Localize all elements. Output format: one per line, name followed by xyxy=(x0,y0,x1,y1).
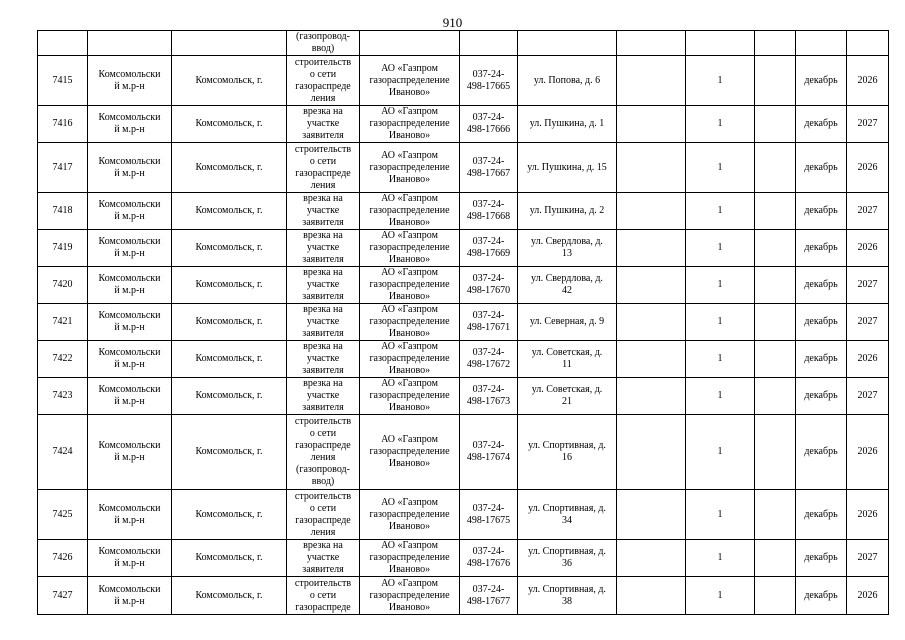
cell-count: 1 xyxy=(686,341,755,378)
table-row xyxy=(38,193,889,230)
cell-work-type: врезка на участке заявителя xyxy=(287,193,360,230)
cell-work-type: врезка на участке заявителя xyxy=(287,540,360,577)
cell-city: Комсомольск, г. xyxy=(172,304,287,341)
cell-organization: АО «Газпром газораспределение Иваново» xyxy=(360,415,460,490)
cell-empty xyxy=(617,415,686,490)
cell-address: ул. Спортивная, д. 36 xyxy=(518,540,617,577)
cell-month: декабрь xyxy=(796,378,847,415)
cell-number: 7423 xyxy=(38,378,88,415)
cell-count: 1 xyxy=(686,490,755,540)
cell-district: Комсомольски й м.р-н xyxy=(88,106,172,143)
cell-organization: АО «Газпром газораспределение Иваново» xyxy=(360,540,460,577)
cell-empty xyxy=(755,341,796,378)
cell-year: 2026 xyxy=(847,230,889,267)
cell-work-type: строительств о сети газораспреде ления (газопровод- ввод) xyxy=(287,415,360,490)
cell-city: Комсомольск, г. xyxy=(172,341,287,378)
cell-work-type: врезка на участке заявителя xyxy=(287,230,360,267)
cell-code: 037-24- 498-17677 xyxy=(460,577,518,615)
cell-empty xyxy=(617,490,686,540)
cell-district: Комсомольски й м.р-н xyxy=(88,577,172,615)
cell-empty xyxy=(617,577,686,615)
cell-count: 1 xyxy=(686,143,755,193)
cell-empty xyxy=(617,378,686,415)
cell-empty xyxy=(755,31,796,56)
cell-empty xyxy=(755,143,796,193)
cell-month: декабрь xyxy=(796,577,847,615)
cell-district: Комсомольски й м.р-н xyxy=(88,304,172,341)
cell-city: Комсомольск, г. xyxy=(172,193,287,230)
cell-empty xyxy=(617,540,686,577)
cell-count: 1 xyxy=(686,193,755,230)
cell-code: 037-24- 498-17671 xyxy=(460,304,518,341)
cell-count: 1 xyxy=(686,415,755,490)
table-row xyxy=(38,490,889,540)
cell-code: 037-24- 498-17669 xyxy=(460,230,518,267)
cell-address xyxy=(518,31,617,56)
cell-empty xyxy=(617,106,686,143)
cell-year: 2026 xyxy=(847,143,889,193)
cell-empty xyxy=(617,31,686,56)
cell-month: декабрь xyxy=(796,341,847,378)
gasification-registry-table xyxy=(37,30,889,615)
cell-count: 1 xyxy=(686,304,755,341)
cell-number: 7424 xyxy=(38,415,88,490)
cell-district: Комсомольски й м.р-н xyxy=(88,143,172,193)
cell-empty xyxy=(755,304,796,341)
cell-address: ул. Пушкина, д. 2 xyxy=(518,193,617,230)
cell-district: Комсомольски й м.р-н xyxy=(88,230,172,267)
cell-city: Комсомольск, г. xyxy=(172,143,287,193)
cell-address: ул. Свердлова, д. 13 xyxy=(518,230,617,267)
cell-empty xyxy=(755,193,796,230)
cell-organization: АО «Газпром газораспределение Иваново» xyxy=(360,106,460,143)
cell-organization: АО «Газпром газораспределение Иваново» xyxy=(360,304,460,341)
cell-empty xyxy=(755,56,796,106)
cell-empty xyxy=(617,267,686,304)
table-row xyxy=(38,267,889,304)
cell-code: 037-24- 498-17667 xyxy=(460,143,518,193)
cell-year: 2027 xyxy=(847,106,889,143)
cell-address: ул. Свердлова, д. 42 xyxy=(518,267,617,304)
cell-organization: АО «Газпром газораспределение Иваново» xyxy=(360,56,460,106)
cell-year: 2027 xyxy=(847,540,889,577)
cell-empty xyxy=(755,490,796,540)
cell-number: 7419 xyxy=(38,230,88,267)
cell-district: Комсомольски й м.р-н xyxy=(88,415,172,490)
cell-city: Комсомольск, г. xyxy=(172,267,287,304)
cell-count: 1 xyxy=(686,56,755,106)
table-row xyxy=(38,56,889,106)
cell-code: 037-24- 498-17665 xyxy=(460,56,518,106)
cell-work-type: врезка на участке заявителя xyxy=(287,106,360,143)
cell-address: ул. Советская, д. 21 xyxy=(518,378,617,415)
cell-organization: АО «Газпром газораспределение Иваново» xyxy=(360,577,460,615)
cell-code: 037-24- 498-17675 xyxy=(460,490,518,540)
cell-number: 7426 xyxy=(38,540,88,577)
cell-district: Комсомольски й м.р-н xyxy=(88,540,172,577)
cell-year: 2026 xyxy=(847,577,889,615)
cell-month xyxy=(796,31,847,56)
cell-code: 037-24- 498-17673 xyxy=(460,378,518,415)
cell-count: 1 xyxy=(686,106,755,143)
cell-district: Комсомольски й м.р-н xyxy=(88,341,172,378)
table-row xyxy=(38,230,889,267)
cell-work-type: врезка на участке заявителя xyxy=(287,267,360,304)
cell-organization xyxy=(360,31,460,56)
cell-number: 7416 xyxy=(38,106,88,143)
cell-count xyxy=(686,31,755,56)
cell-year: 2026 xyxy=(847,341,889,378)
cell-number: 7427 xyxy=(38,577,88,615)
cell-organization: АО «Газпром газораспределение Иваново» xyxy=(360,193,460,230)
cell-organization: АО «Газпром газораспределение Иваново» xyxy=(360,143,460,193)
cell-work-type: строительств о сети газораспреде ления xyxy=(287,143,360,193)
cell-number: 7418 xyxy=(38,193,88,230)
cell-year xyxy=(847,31,889,56)
cell-month: декабрь xyxy=(796,415,847,490)
cell-empty xyxy=(755,540,796,577)
cell-month: декабрь xyxy=(796,230,847,267)
cell-address: ул. Спортивная, д. 38 xyxy=(518,577,617,615)
cell-number xyxy=(38,31,88,56)
cell-address: ул. Спортивная, д. 34 xyxy=(518,490,617,540)
cell-empty xyxy=(617,230,686,267)
cell-empty xyxy=(617,56,686,106)
cell-year: 2027 xyxy=(847,304,889,341)
table-row xyxy=(38,304,889,341)
cell-address: ул. Попова, д. 6 xyxy=(518,56,617,106)
cell-empty xyxy=(755,577,796,615)
cell-district: Комсомольски й м.р-н xyxy=(88,378,172,415)
cell-work-type: строительств о сети газораспреде xyxy=(287,577,360,615)
cell-district: Комсомольски й м.р-н xyxy=(88,193,172,230)
cell-number: 7425 xyxy=(38,490,88,540)
cell-code: 037-24- 498-17670 xyxy=(460,267,518,304)
cell-number: 7422 xyxy=(38,341,88,378)
cell-work-type: врезка на участке заявителя xyxy=(287,304,360,341)
table-row xyxy=(38,143,889,193)
cell-city: Комсомольск, г. xyxy=(172,56,287,106)
cell-code xyxy=(460,31,518,56)
table-row xyxy=(38,341,889,378)
cell-count: 1 xyxy=(686,378,755,415)
table-row xyxy=(38,540,889,577)
cell-empty xyxy=(755,267,796,304)
cell-empty xyxy=(617,341,686,378)
cell-code: 037-24- 498-17674 xyxy=(460,415,518,490)
cell-month: декабрь xyxy=(796,193,847,230)
cell-city: Комсомольск, г. xyxy=(172,106,287,143)
cell-year: 2027 xyxy=(847,193,889,230)
cell-number: 7417 xyxy=(38,143,88,193)
cell-organization: АО «Газпром газораспределение Иваново» xyxy=(360,378,460,415)
cell-district xyxy=(88,31,172,56)
cell-organization: АО «Газпром газораспределение Иваново» xyxy=(360,267,460,304)
cell-address: ул. Пушкина, д. 1 xyxy=(518,106,617,143)
cell-city: Комсомольск, г. xyxy=(172,490,287,540)
cell-city xyxy=(172,31,287,56)
cell-count: 1 xyxy=(686,267,755,304)
cell-work-type: (газопровод- ввод) xyxy=(287,31,360,56)
cell-number: 7420 xyxy=(38,267,88,304)
cell-work-type: врезка на участке заявителя xyxy=(287,341,360,378)
cell-district: Комсомольски й м.р-н xyxy=(88,267,172,304)
cell-month: декабрь xyxy=(796,56,847,106)
cell-empty xyxy=(755,230,796,267)
cell-month: декабрь xyxy=(796,490,847,540)
cell-work-type: врезка на участке заявителя xyxy=(287,378,360,415)
cell-empty xyxy=(617,304,686,341)
cell-city: Комсомольск, г. xyxy=(172,378,287,415)
cell-year: 2027 xyxy=(847,267,889,304)
table-row xyxy=(38,378,889,415)
page-number: 910 xyxy=(442,15,463,30)
cell-empty xyxy=(755,378,796,415)
cell-city: Комсомольск, г. xyxy=(172,230,287,267)
cell-work-type: строительств о сети газораспреде ления xyxy=(287,56,360,106)
table-row xyxy=(38,577,889,615)
cell-empty xyxy=(617,143,686,193)
table-row xyxy=(38,106,889,143)
cell-month: декабрь xyxy=(796,143,847,193)
cell-work-type: строительств о сети газораспреде ления xyxy=(287,490,360,540)
cell-address: ул. Пушкина, д. 15 xyxy=(518,143,617,193)
cell-code: 037-24- 498-17668 xyxy=(460,193,518,230)
cell-count: 1 xyxy=(686,540,755,577)
cell-organization: АО «Газпром газораспределение Иваново» xyxy=(360,230,460,267)
cell-code: 037-24- 498-17672 xyxy=(460,341,518,378)
cell-district: Комсомольски й м.р-н xyxy=(88,490,172,540)
cell-city: Комсомольск, г. xyxy=(172,577,287,615)
cell-year: 2026 xyxy=(847,490,889,540)
table-row xyxy=(38,415,889,490)
cell-address: ул. Советская, д. 11 xyxy=(518,341,617,378)
cell-number: 7421 xyxy=(38,304,88,341)
cell-organization: АО «Газпром газораспределение Иваново» xyxy=(360,490,460,540)
cell-code: 037-24- 498-17666 xyxy=(460,106,518,143)
cell-year: 2026 xyxy=(847,56,889,106)
cell-district: Комсомольски й м.р-н xyxy=(88,56,172,106)
cell-count: 1 xyxy=(686,577,755,615)
cell-code: 037-24- 498-17676 xyxy=(460,540,518,577)
cell-city: Комсомольск, г. xyxy=(172,540,287,577)
cell-organization: АО «Газпром газораспределение Иваново» xyxy=(360,341,460,378)
cell-month: декабрь xyxy=(796,540,847,577)
cell-year: 2027 xyxy=(847,378,889,415)
cell-month: декабрь xyxy=(796,304,847,341)
cell-count: 1 xyxy=(686,230,755,267)
cell-address: ул. Спортивная, д. 16 xyxy=(518,415,617,490)
cell-empty xyxy=(617,193,686,230)
cell-address: ул. Северная, д. 9 xyxy=(518,304,617,341)
cell-month: декабрь xyxy=(796,106,847,143)
cell-year: 2026 xyxy=(847,415,889,490)
cell-number: 7415 xyxy=(38,56,88,106)
cell-empty xyxy=(755,415,796,490)
cell-month: декабрь xyxy=(796,267,847,304)
cell-empty xyxy=(755,106,796,143)
table-row-continuation xyxy=(38,31,889,56)
cell-city: Комсомольск, г. xyxy=(172,415,287,490)
